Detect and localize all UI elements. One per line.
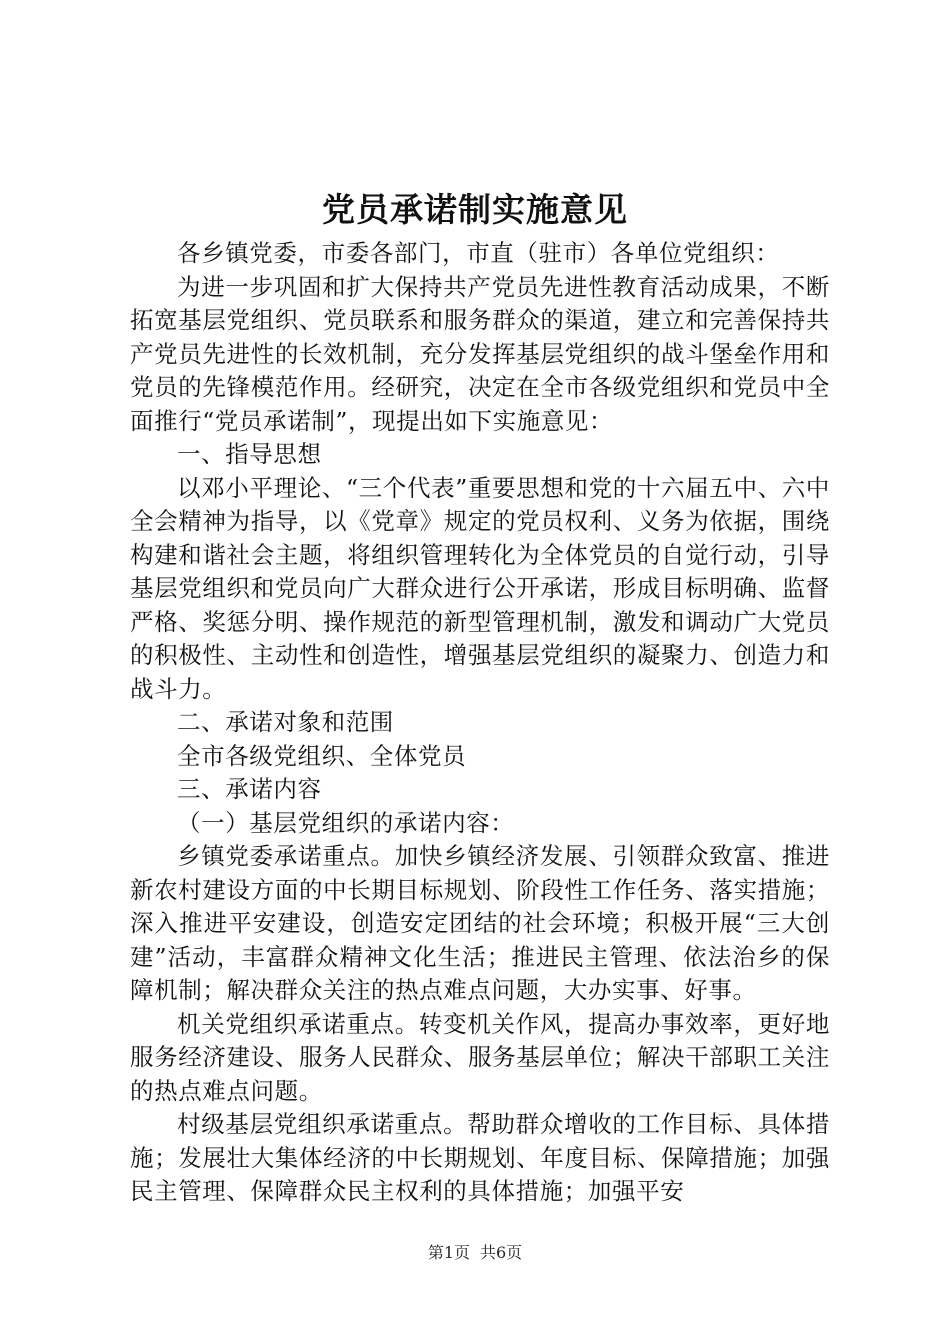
section-heading-guiding-ideology: 一、指导思想 — [177, 440, 322, 468]
paragraph-scope: 全市各级党组织、全体党员 — [177, 741, 467, 770]
section-heading-scope: 二、承诺对象和范围 — [177, 708, 394, 736]
page-number: 第1页 — [427, 1243, 470, 1262]
document-title: 党员承诺制实施意见 — [322, 190, 628, 229]
paragraph-salutation: 各乡镇党委，市委各部门，市直（驻市）各单位党组织： — [177, 239, 780, 267]
subsection-heading-grassroots: （一）基层党组织的承诺内容： — [177, 808, 515, 837]
paragraph-township: 乡镇党委承诺重点。加快乡镇经济发展、引领群众致富、推进新农村建设方面的中长期目标规划、阶段性工作任务、落实措施；深入推进平安建设，创造安定团结的社会环境；积极开展“三大创建”活动，丰富群众精神文化生活；推进民主管理、依法治乡的保障机制；解决群众关注的热点难点问题，大办实事、好事。 — [130, 842, 830, 1004]
paragraph-agency: 机关党组织承诺重点。转变机关作风，提高办事效率，更好地服务经济建设、服务人民群众、服务基层单位；解决干部职工关注的热点难点问题。 — [130, 1009, 830, 1105]
paragraph-guiding-ideology: 以邓小平理论、“三个代表”重要思想和党的十六届五中、六中全会精神为指导，以《党章》规定的党员权利、义务为依据，围绕构建和谐社会主题，将组织管理转化为全体党员的自觉行动，引导基层党组织和党员向广大群众进行公开承诺，形成目标明确、监督严格、奖惩分明、操作规范的新型管理机制，激发和调动广大党员的积极性、主动性和创造性，增强基层党组织的凝聚力、创造力和战斗力。 — [130, 473, 830, 703]
page-footer — [0, 1242, 950, 1264]
paragraph-intro: 为进一步巩固和扩大保持共产党员先进性教育活动成果，不断拓宽基层党组织、党员联系和服务群众的渠道，建立和完善保持共产党员先进性的长效机制，充分发挥基层党组织的战斗堡垒作用和党员的先锋模范作用。经研究，决定在全市各级党组织和党员中全面推行“党员承诺制”，现提出如下实施意见： — [130, 272, 830, 435]
section-heading-content: 三、承诺内容 — [177, 775, 322, 803]
document-body — [130, 237, 830, 1209]
paragraph-village: 村级基层党组织承诺重点。帮助群众增收的工作目标、具体措施；发展壮大集体经济的中长期规划、年度目标、保障措施；加强民主管理、保障群众民主权利的具体措施；加强平安 — [130, 1110, 830, 1205]
page-total: 共6页 — [480, 1243, 523, 1262]
